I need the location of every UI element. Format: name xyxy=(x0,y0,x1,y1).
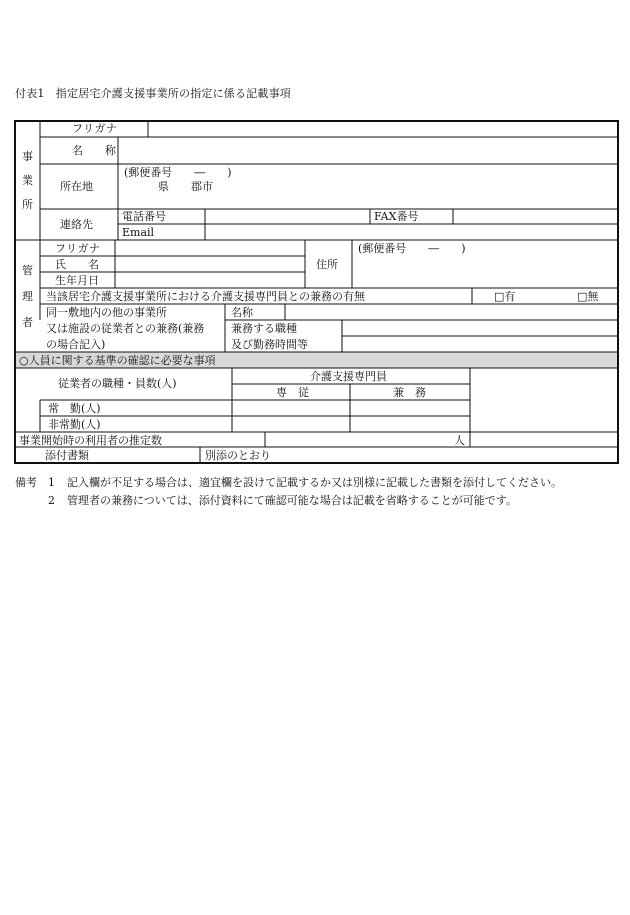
manager-furigana-label: フリガナ xyxy=(55,242,101,255)
email-label: Email xyxy=(122,226,155,239)
note-number: 1 xyxy=(48,476,55,489)
manager-birthdate-label: 生年月日 xyxy=(55,274,99,287)
staff-section-heading: ○人員に関する基準の確認に必要な事項 xyxy=(19,354,216,367)
note-text: 管理者の兼務については、添付資料にて確認可能な場合は記載を省略することが可能です。 xyxy=(67,494,517,507)
staff-header-label: 従業者の職種・員数(人) xyxy=(58,377,177,390)
postal-code-hint: (郵便番号 ― ) xyxy=(124,166,232,179)
fulltime-label: 常 勤(人) xyxy=(48,402,101,415)
section-char: 所 xyxy=(22,198,33,211)
section-char: 管 xyxy=(22,264,33,277)
concurrent-job-label-2: 及び勤務時間等 xyxy=(231,338,308,351)
section-char: 者 xyxy=(22,316,33,329)
section-char: 理 xyxy=(22,290,33,303)
furigana-label: フリガナ xyxy=(72,122,118,135)
estimated-users-label: 事業開始時の利用者の推定数 xyxy=(19,434,162,447)
section-char: 業 xyxy=(22,174,33,187)
concurrent-question: 当該居宅介護支援事業所における介護支援専門員との兼務の有無 xyxy=(46,290,365,303)
address-label: 所在地 xyxy=(60,180,93,193)
office-name-label: 名称 xyxy=(231,306,253,319)
attachment-value: 別添のとおり xyxy=(205,449,271,462)
concurrent-label: 兼 務 xyxy=(393,386,426,399)
parttime-label: 非常勤(人) xyxy=(48,418,101,431)
other-office-label-1: 同一敷地内の他の事業所 xyxy=(46,306,167,319)
note-number: 2 xyxy=(48,494,55,507)
users-unit: 人 xyxy=(454,434,465,447)
fulltime-only-label: 専 従 xyxy=(276,386,309,399)
manager-address-label: 住所 xyxy=(316,258,338,271)
checkbox-no[interactable]: □無 xyxy=(577,290,599,303)
attachment-label: 添付書類 xyxy=(45,449,89,462)
note-text: 記入欄が不足する場合は、適宜欄を設けて記載するか又は別様に記載した書類を添付してください。 xyxy=(67,476,562,489)
contact-label: 連絡先 xyxy=(60,218,93,231)
page-title: 付表1 指定居宅介護支援事業所の指定に係る記載事項 xyxy=(15,87,291,100)
name-label: 名 称 xyxy=(72,144,116,157)
other-office-label-3: の場合記入) xyxy=(46,338,106,351)
other-office-label-2: 又は施設の従業者との兼務(兼務 xyxy=(46,322,205,335)
checkbox-yes[interactable]: □有 xyxy=(494,290,516,303)
tel-label: 電話番号 xyxy=(122,210,166,223)
concurrent-job-label-1: 兼務する職種 xyxy=(231,322,297,335)
section-char: 事 xyxy=(22,150,33,163)
manager-name-label: 氏 名 xyxy=(55,258,99,271)
notes-heading: 備考 xyxy=(15,476,37,489)
pref-city-hint: 県 郡市 xyxy=(158,180,213,193)
fax-label: FAX番号 xyxy=(374,210,419,223)
specialist-label: 介護支援専門員 xyxy=(310,370,387,383)
manager-postal-hint: (郵便番号 ― ) xyxy=(358,242,466,255)
